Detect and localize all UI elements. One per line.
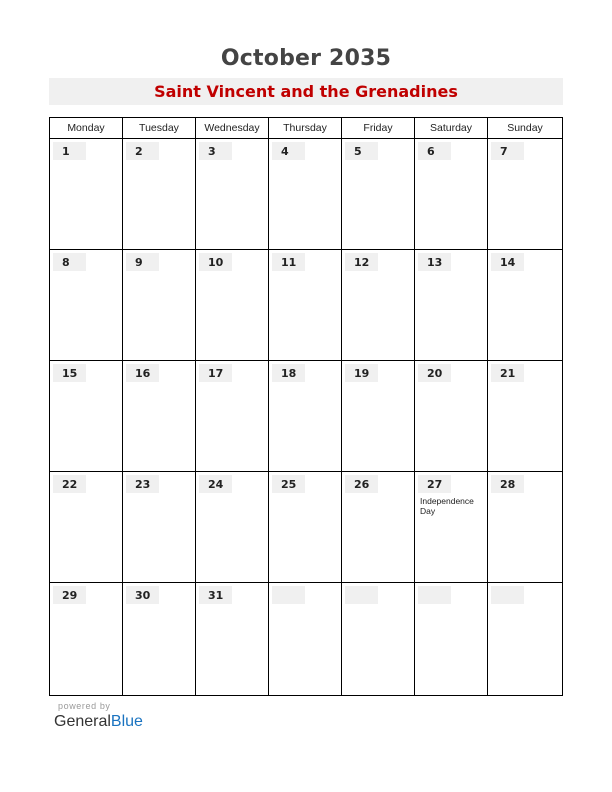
day-number: 16	[126, 364, 159, 382]
day-number: 1	[53, 142, 86, 160]
day-cell[interactable]	[488, 361, 562, 471]
day-number: 30	[126, 586, 159, 604]
day-number: 24	[199, 475, 232, 493]
powered-by-text: powered by	[58, 701, 111, 711]
day-cell[interactable]	[342, 472, 415, 582]
day-cell[interactable]	[342, 139, 415, 249]
weekday-header-row	[50, 118, 562, 139]
day-cell[interactable]	[488, 472, 562, 582]
day-cell[interactable]	[50, 472, 123, 582]
day-number	[272, 586, 305, 604]
day-number: 6	[418, 142, 451, 160]
day-number	[491, 586, 524, 604]
day-number: 22	[53, 475, 86, 493]
day-number: 25	[272, 475, 305, 493]
day-number: 5	[345, 142, 378, 160]
brand-general: General	[54, 713, 111, 730]
day-number: 18	[272, 364, 305, 382]
day-cell[interactable]	[415, 361, 488, 471]
day-number: 29	[53, 586, 86, 604]
day-cell[interactable]	[50, 583, 123, 696]
day-cell[interactable]	[123, 472, 196, 582]
day-cell[interactable]	[415, 139, 488, 249]
day-cell[interactable]	[196, 139, 269, 249]
brand-blue: Blue	[110, 713, 143, 730]
day-number	[418, 586, 451, 604]
weekday-header-monday: Monday	[50, 118, 123, 138]
day-number: 20	[418, 364, 451, 382]
day-number: 3	[199, 142, 232, 160]
day-number: 8	[53, 253, 86, 271]
day-cell[interactable]	[196, 472, 269, 582]
day-number: 15	[53, 364, 86, 382]
day-cell[interactable]	[269, 361, 342, 471]
day-cell[interactable]	[123, 583, 196, 696]
weekday-header-thursday: Thursday	[269, 118, 342, 138]
day-cell[interactable]	[488, 250, 562, 360]
day-cell[interactable]	[488, 139, 562, 249]
day-number: 10	[199, 253, 232, 271]
day-number: 4	[272, 142, 305, 160]
country-banner	[49, 78, 563, 105]
day-number: 13	[418, 253, 451, 271]
day-number: 21	[491, 364, 524, 382]
day-number: 17	[199, 364, 232, 382]
day-cell[interactable]	[123, 250, 196, 360]
weekday-header-saturday: Saturday	[415, 118, 488, 138]
day-number	[345, 586, 378, 604]
day-number: 2	[126, 142, 159, 160]
day-cell[interactable]	[415, 583, 488, 696]
day-cell[interactable]	[342, 361, 415, 471]
day-cell[interactable]	[269, 583, 342, 696]
day-cell[interactable]	[269, 250, 342, 360]
calendar-grid	[49, 117, 563, 696]
day-cell[interactable]	[342, 583, 415, 696]
day-number: 9	[126, 253, 159, 271]
day-cell[interactable]	[196, 250, 269, 360]
week-row	[50, 583, 562, 696]
day-cell[interactable]	[196, 361, 269, 471]
day-cell[interactable]	[123, 361, 196, 471]
day-number: 19	[345, 364, 378, 382]
page-title: October 2035	[220, 46, 392, 71]
day-cell[interactable]	[488, 583, 562, 696]
weekday-header-sunday: Sunday	[507, 122, 543, 134]
day-number: 23	[126, 475, 159, 493]
week-row	[50, 250, 562, 361]
day-cell[interactable]	[50, 361, 123, 471]
week-row	[50, 361, 562, 472]
day-number: 12	[345, 253, 378, 271]
day-cell[interactable]	[50, 139, 123, 249]
weekday-header-wednesday: Wednesday	[196, 118, 269, 138]
day-number: 27	[418, 475, 451, 493]
week-row	[50, 139, 562, 250]
day-cell[interactable]	[196, 583, 269, 696]
day-number: 31	[199, 586, 232, 604]
day-number: 28	[491, 475, 524, 493]
day-number: 14	[491, 253, 524, 271]
day-cell[interactable]	[415, 250, 488, 360]
day-number: 11	[272, 253, 305, 271]
day-number: 26	[345, 475, 378, 493]
country-name: Saint Vincent and the Grenadines	[154, 82, 458, 101]
weekday-header-friday: Friday	[342, 118, 415, 138]
day-cell[interactable]	[269, 472, 342, 582]
brand-logo[interactable]	[54, 713, 143, 731]
day-number: 7	[491, 142, 524, 160]
day-cell[interactable]	[123, 139, 196, 249]
day-cell[interactable]	[269, 139, 342, 249]
week-row	[50, 472, 562, 583]
day-cell[interactable]	[415, 472, 488, 582]
holiday-label: Independence Day	[420, 496, 474, 516]
day-cell[interactable]	[342, 250, 415, 360]
day-cell[interactable]	[50, 250, 123, 360]
weekday-header-tuesday: Tuesday	[123, 118, 196, 138]
